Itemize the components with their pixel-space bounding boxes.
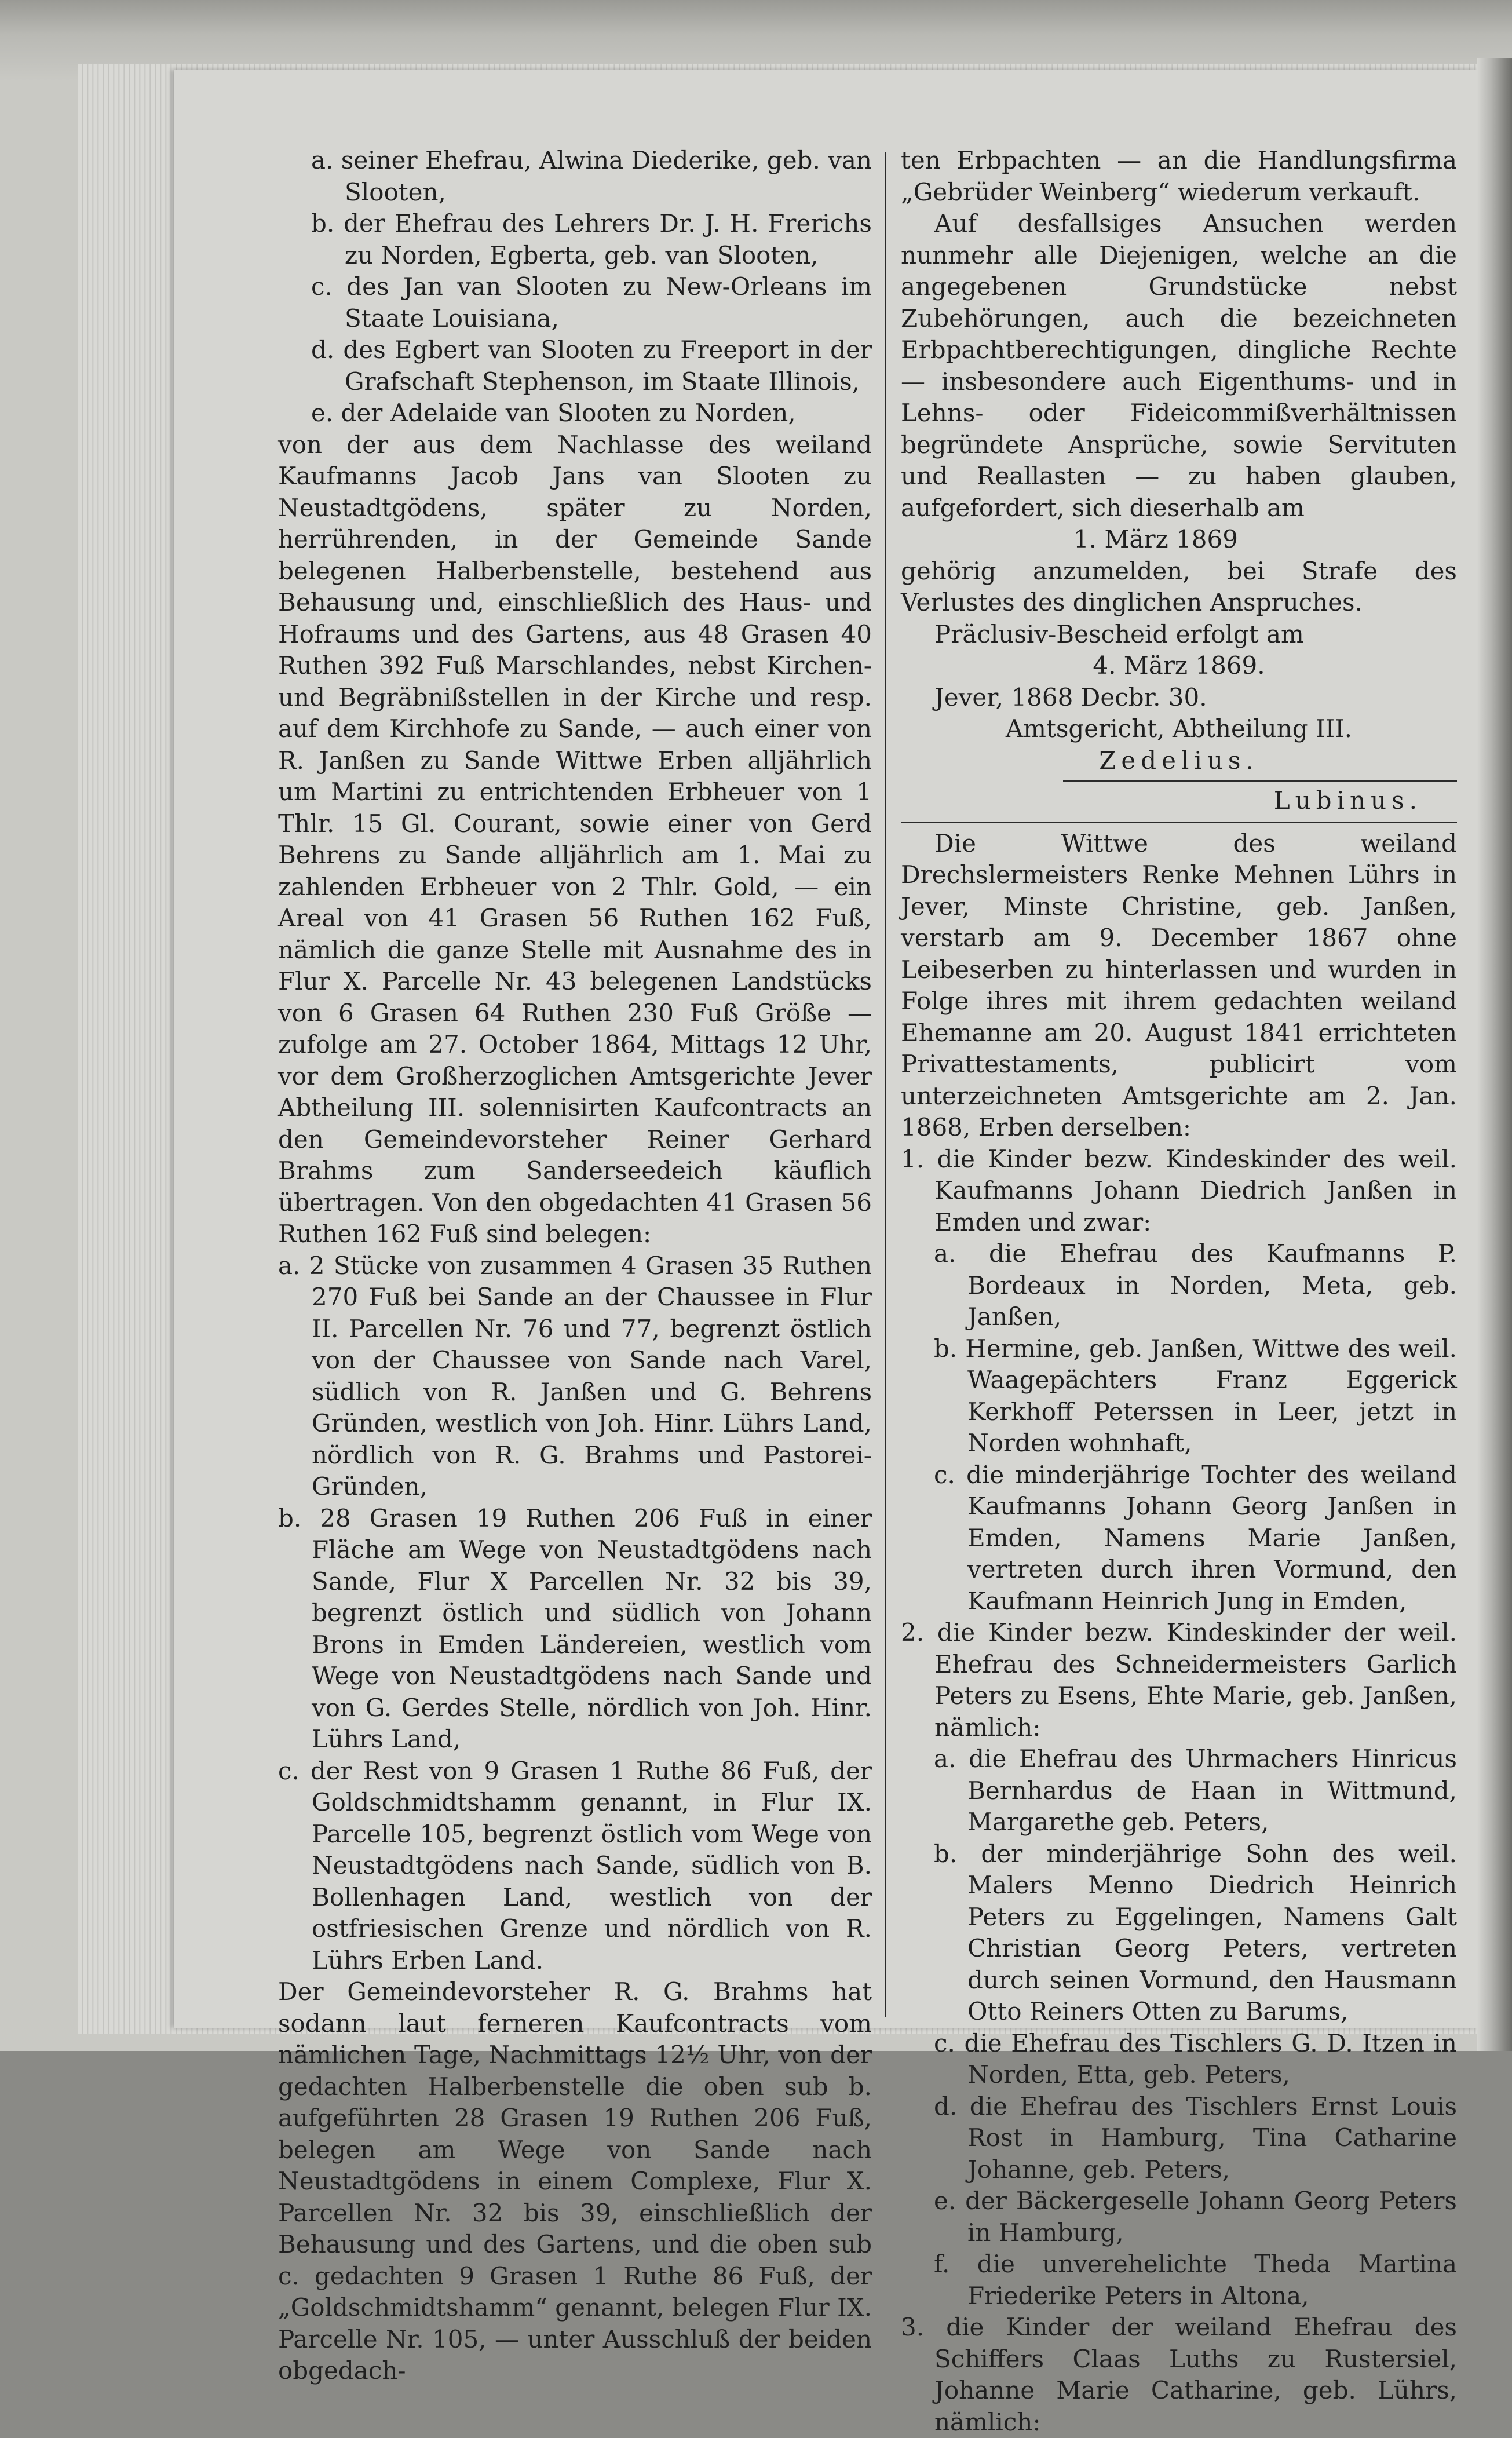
place-and-date: Jever, 1868 Decbr. 30.: [934, 683, 1207, 711]
signature-rule: [1063, 780, 1457, 782]
heir-group-2c: c. die Ehefrau des Tischlers G. D. Itzen in Norden, Etta, geb. Peters,: [934, 2028, 1457, 2089]
heir-group-2b: b. der minderjährige Sohn des weil. Malers Menno Diedrich Heinrich Peters zu Eggelingen, Namens Galt Christian Georg Peters, vertreten durch seinen Vormund, den Hausmann Otto Reiners Otten zu Barums,: [934, 1839, 1457, 2025]
right-column: [901, 145, 1457, 2438]
parcel-item-c: c. der Rest von 9 Grasen 1 Ruthe 86 Fuß, der Goldschmidtshamm genannt, in Flur IX. Parcelle 105, begrenzt östlich vom Wege von Neustadtgödens nach Sande, südlich von B. Bollenhagen Land, westlich von der ostfriesischen Grenze und nördlich von R. Lührs Erben Land.: [278, 1756, 872, 1975]
widow-paragraph: Die Wittwe des weiland Drechslermeisters Renke Mehnen Lührs in Jever, Minste Christine, geb. Janßen, verstarb am 9. December 1867 ohne Leibeserben zu hinterlassen und wurden in Folge ihres mit ihrem gedachten weiland Ehemanne am 20. August 1841 errichteten Privattestaments, publicirt vom unterzeichneten Amtsgerichte am 2. Jan. 1868, Erben derselben:: [901, 829, 1457, 1141]
heir-group-2f: f. die unverehelichte Theda Martina Friederike Peters in Altona,: [934, 2250, 1457, 2310]
continuation-text: ten Erbpachten — an die Handlungsfirma „Gebrüder Weinberg“ wiederum verkauft.: [901, 146, 1457, 206]
section-rule: [901, 822, 1457, 823]
heir-group-2a: a. die Ehefrau des Uhrmachers Hinricus Bernhardus de Haan in Wittmund, Margarethe geb. Peters,: [934, 1744, 1457, 1836]
parcel-item-a: a. 2 Stücke von zusammen 4 Grasen 35 Ruthen 270 Fuß bei Sande an der Chaussee in Flur II. Parcellen Nr. 76 und 77, begrenzt östlich von der Chaussee von Sande nach Varel, südlich von R. Janßen und G. Behrens Gründen, westlich von Joh. Hinr. Lührs Land, nördlich von R. G. Brahms und Pastorei-Gründen,: [278, 1251, 872, 1501]
preclusion-note: Präclusiv-Bescheid erfolgt am: [934, 619, 1304, 648]
deadline-date: 1. März 1869: [1073, 525, 1238, 553]
heir-item-b: b. der Ehefrau des Lehrers Dr. J. H. Frerichs zu Norden, Egberta, geb. van Slooten,: [311, 209, 872, 269]
heir-group-1: 1. die Kinder bezw. Kindeskinder des weil. Kaufmanns Johann Diedrich Janßen in Emden und zwar:: [901, 1144, 1457, 1236]
heir-item-e: e. der Adelaide van Slooten zu Norden,: [311, 399, 796, 427]
parcel-item-b: b. 28 Grasen 19 Ruthen 206 Fuß in einer Fläche am Wege von Neustadtgödens nach Sande, Flur X Parcellen Nr. 32 bis 39, begrenzt östlich und südlich von Johann Brons in Emden Ländereien, westlich vom Wege von Neustadtgödens nach Sande und von G. Gerdes Stelle, nördlich von Joh. Hinr. Lührs Land,: [278, 1503, 872, 1753]
book-spine-shadow: [1477, 58, 1512, 2051]
resale-paragraph: Der Gemeindevorsteher R. G. Brahms hat sodann laut ferneren Kaufcontracts vom nämlichen Tage, Nachmittags 12½ Uhr, von der gedachten Halberbenstelle die oben sub b. aufgeführten 28 Grasen 19 Ruthen 206 Fuß, belegen am Wege von Sande nach Neustadtgödens in einem Complexe, Flur X. Parcellen Nr. 32 bis 39, einschließlich der Behausung und des Gartens, und die oben sub c. gedachten 9 Grasen 1 Ruthe 86 Fuß, der „Goldschmidtshamm“ genannt, belegen Flur IX. Parcelle Nr. 105, — unter Ausschluß der beiden obgedach-: [278, 1977, 872, 2385]
heir-group-1b: b. Hermine, geb. Janßen, Wittwe des weil. Waagepächters Franz Eggerick Kerkhoff Peterssen in Leer, jetzt in Norden wohnhaft,: [934, 1334, 1457, 1457]
summons-paragraph: Auf desfallsiges Ansuchen werden nunmehr alle Diejenigen, welche an die angegebenen Grundstücke nebst Zubehörungen, auch die bezeichneten Erbpachtberechtigungen, dingliche Rechte — insbesondere auch Eigenthums- und in Lehns- oder Fideicommißverhältnissen begründete Ansprüche, sowie Servituten und Reallasten — zu haben glauben, aufgefordert, sich dieserhalb am: [901, 209, 1457, 522]
heir-item-c: c. des Jan van Slooten zu New-Orleans im Staate Louisiana,: [311, 272, 872, 333]
heir-item-d: d. des Egbert van Slooten zu Freeport in der Grafschaft Stephenson, im Staate Illinois,: [311, 335, 872, 396]
heir-group-2d: d. die Ehefrau des Tischlers Ernst Louis Rost in Hamburg, Tina Catharine Johanne, geb. Peters,: [934, 2092, 1457, 2184]
register-paragraph: gehörig anzumelden, bei Strafe des Verlustes des dinglichen Anspruches.: [901, 556, 1457, 616]
column-divider: [885, 152, 886, 2017]
signature-zedelius: Zedelius.: [1099, 746, 1259, 775]
signature-lubinus: Lubinus.: [1273, 786, 1422, 815]
heir-group-2e: e. der Bäckergeselle Johann Georg Peters in Hamburg,: [934, 2187, 1457, 2247]
court-name: Amtsgericht, Abtheilung III.: [1005, 714, 1353, 743]
heir-item-a: a. seiner Ehefrau, Alwina Diederike, geb. van Slooten,: [311, 146, 872, 206]
heir-group-1c: c. die minderjährige Tochter des weiland Kaufmanns Johann Georg Janßen in Emden, Namens Marie Janßen, vertreten durch ihren Vormund, den Kaufmann Heinrich Jung in Emden,: [934, 1460, 1457, 1615]
heir-group-1a: a. die Ehefrau des Kaufmanns P. Bordeaux in Norden, Meta, geb. Janßen,: [934, 1239, 1457, 1331]
left-column: [278, 145, 872, 2387]
property-paragraph: von der aus dem Nachlasse des weiland Kaufmanns Jacob Jans van Slooten zu Neustadtgödens, später zu Norden, herrührenden, in der Gemeinde Sande belegenen Halberbenstelle, bestehend aus Behausung und, einschließlich des Haus- und Hofraums und des Gartens, aus 48 Grasen 40 Ruthen 392 Fuß Marschlandes, nebst Kirchen- und Begräbnißstellen in der Kirche und resp. auf dem Kirchhofe zu Sande, — auch einer von R. Janßen zu Sande Wittwe Erben alljährlich um Martini zu entrichtenden Erbheuer von 1 Thlr. 15 Gl. Courant, sowie einer von Gerd Behrens zu Sande alljährlich am 1. Mai zu zahlenden Erbheuer von 2 Thlr. Gold, — ein Areal von 41 Grasen 56 Ruthen 162 Fuß, nämlich die ganze Stelle mit Ausnahme des in Flur X. Parcelle Nr. 43 belegenen Landstücks von 6 Grasen 64 Ruthen 230 Fuß Größe — zufolge am 27. October 1864, Mittags 12 Uhr, vor dem Großherzoglichen Amtsgerichte Jever Abtheilung III. solennisirten Kaufcontracts an den Gemeindevorsteher Reiner Gerhard Brahms zum Sanderseedeich käuflich übertragen. Von den obgedachten 41 Grasen 56 Ruthen 162 Fuß sind belegen:: [278, 430, 872, 1248]
heir-group-2: 2. die Kinder bezw. Kindeskinder der weil. Ehefrau des Schneidermeisters Garlich Peters zu Esens, Ehte Marie, geb. Janßen, nämlich:: [901, 1618, 1457, 1742]
heir-group-3: 3. die Kinder der weiland Ehefrau des Schiffers Claas Luths zu Rustersiel, Johanne Marie Catharine, geb. Lührs, nämlich:: [901, 2313, 1457, 2436]
preclusion-date: 4. März 1869.: [1093, 651, 1265, 680]
